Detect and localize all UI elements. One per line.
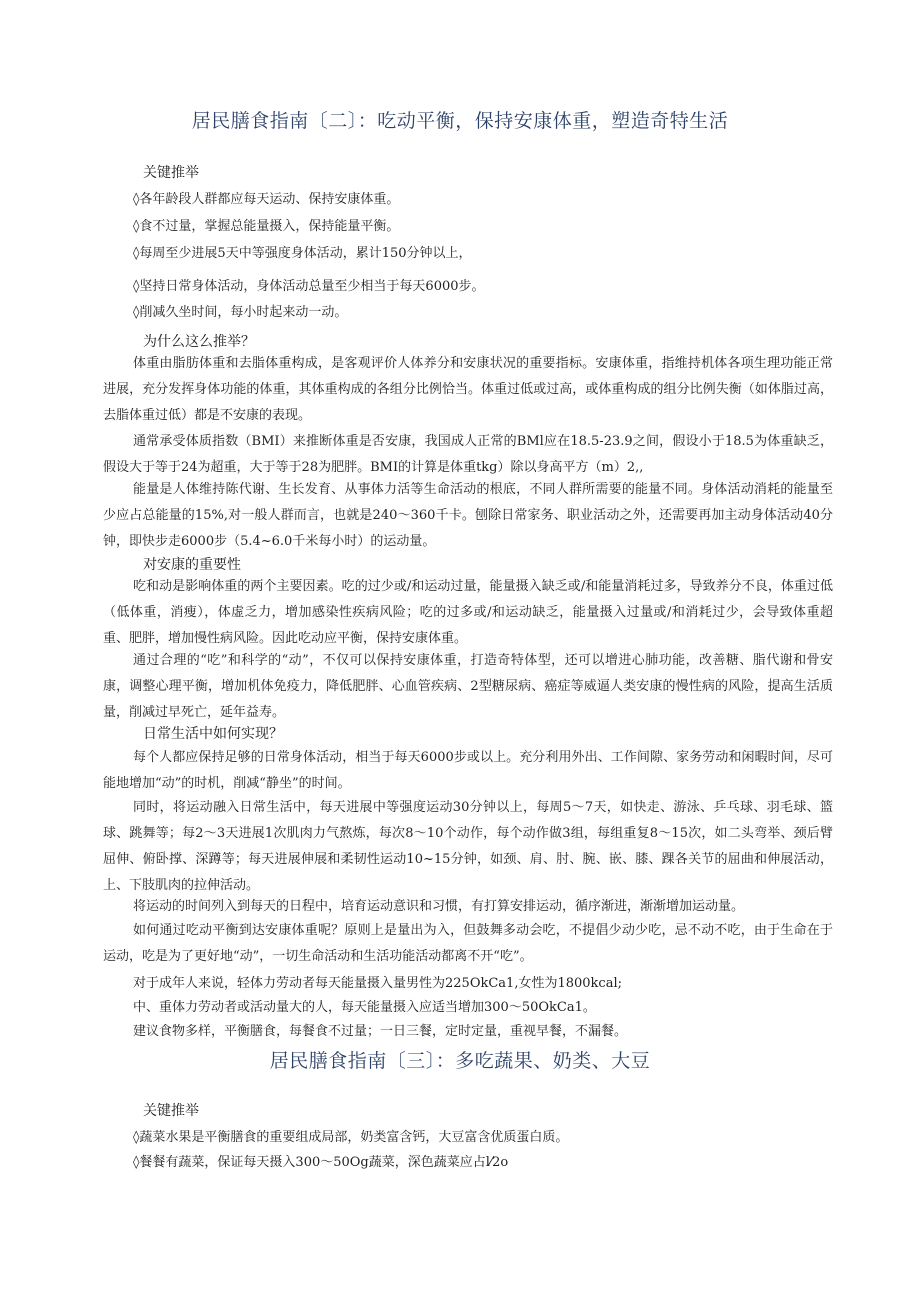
- bullet-s2-1: ◊蔬菜水果是平衡膳食的重要组成局部，奶类富含钙，大豆富含优质蛋白质。: [133, 1130, 569, 1145]
- importance-paragraph-2: 通过合理的“吃”和科学的“动”，不仅可以保持安康体重，打造奇特体型，还可以增进心肺功能，改善糖、脂代谢和骨安康，调整心理平衡，增加机体免疫力，降低肥胖、心血管疾病、2型糖尿病、癌症等威逼人类安康的慢性病的风险，提高生活质量，削减过早死亡，延年益寿。: [103, 653, 833, 720]
- how-paragraph-1: 每个人都应保持足够的日常身体活动，相当于每天6000步或以上。充分利用外出、工作间隙、家务劳动和闲暇时间，尽可能地增加“动”的时机，削减“静坐”的时间。: [103, 750, 833, 791]
- energy-line-1: 对于成年人来说，轻体力劳动者每天能量摄入量男性为225OkCa1,女性为1800kcal;: [133, 976, 622, 991]
- bullet-1: ◊各年龄段人群都应每天运动、保持安康体重。: [133, 192, 400, 207]
- importance-paragraph-1: 吃和动是影响体重的两个主要因素。吃的过少或/和运动过量，能量摄入缺乏或/和能量消耗过多，导致养分不良，体重过低（低体重，消瘦），体虚乏力，增加感染性疾病风险；吃的过多或/和运动缺乏，能量摄入过量或/和消耗过少，会导致体重超重、肥胖，增加慢性病风险。因此吃动应平衡，保持安康体重。: [103, 579, 833, 646]
- key-recommendations-heading-2: 关键推举: [143, 1103, 199, 1119]
- how-paragraph-3: 将运动的时间列入到每天的日程中，培育运动意识和习惯，有打算安排运动，循序渐进，渐渐增加运动量。: [133, 899, 745, 914]
- bullet-s2-2: ◊餐餐有蔬菜，保证每天摄入300～50Og蔬菜，深色蔬菜应占l⁄2o: [133, 1155, 509, 1170]
- key-recommendations-heading: 关键推举: [143, 165, 199, 181]
- energy-line-3: 建议食物多样，平衡膳食，每餐食不过量；一日三餐，定时定量，重视早餐，不漏餐。: [133, 1024, 628, 1039]
- how-paragraph-2: 同时，将运动融入日常生活中，每天进展中等强度运动30分钟以上，每周5～7天，如快走、游泳、乒乓球、羽毛球、篮球、跳舞等；每2～3天进展1次肌肉力气熬炼，每次8～10个动作，每个动作做3组，每组重复8～15次，如二头弯举、颈后臂屈伸、俯卧撑、深蹲等；每天进展伸展和柔韧性运动10~15分钟，如颈、肩、肘、腕、嵌、膝、踝各关节的屈曲和伸展活动，上、下肢肌肉的拉伸活动。: [103, 800, 833, 893]
- energy-line-2: 中、重体力劳动者或活动量大的人，每天能量摄入应适当增加300～50OkCa1。: [133, 1000, 596, 1015]
- why-paragraph-3: 能量是人体维持陈代谢、生长发育、从事体力活等生命活动的根底，不同人群所需要的能量不同。身体活动消耗的能量至少应占总能量的15%,对一般人群而言，也就是240～360千卡。刨除日常家务、职业活动之外，还需要再加主动身体活动40分钟，即快步走6000步（5.4~6.0千米每小时）的运动量。: [103, 482, 833, 549]
- bullet-2: ◊食不过量，掌握总能量摄入，保持能量平衡。: [133, 219, 400, 234]
- section-title-2: 居民膳食指南〔二〕：吃动平衡，保持安康体重，塑造奇特生活: [191, 110, 729, 132]
- why-paragraph-1: 体重由脂肪体重和去脂体重构成，是客观评价人体养分和安康状况的重要指标。安康体重，指维持机体各项生理功能正常进展，充分发挥身体功能的体重，其体重构成的各组分比例恰当。体重过低或过高，或体重构成的组分比例失衡（如体脂过高，去脂体重过低）都是不安康的表现。: [103, 356, 833, 423]
- why-paragraph-2: 通常承受体质指数（BMI）来推断体重是否安康，我国成人正常的BMl应在18.5-23.9之间，假设小于18.5为体重缺乏，假设大于等于24为超重，大于等于28为肥胖。BMI的计算是体重tkg）除以身高平方（m）2,,: [103, 434, 833, 475]
- how-heading: 日常生活中如何实现？: [143, 726, 283, 742]
- why-heading: 为什么这么推举？: [143, 334, 255, 350]
- bullet-5: ◊削减久坐时间，每小时起来动一动。: [133, 305, 348, 320]
- bullet-4: ◊坚持日常身体活动，身体活动总量至少相当于每天6000步。: [133, 279, 485, 294]
- bullet-3: ◊每周至少进展5天中等强度身体活动，累计150分钟以上，: [133, 246, 472, 261]
- section-title-3: 居民膳食指南〔三〕：多吃蔬果、奶类、大豆: [269, 1050, 651, 1072]
- importance-heading: 对安康的重要性: [143, 557, 241, 573]
- how-paragraph-4: 如何通过吃动平衡到达安康体重呢？原则上是量出为入，但鼓舞多动会吃，不提倡少动少吃，忌不动不吃，由于生命在于运动，吃是为了更好地“动”，一切生命活动和生活功能活动都离不开“吃”。: [103, 923, 833, 964]
